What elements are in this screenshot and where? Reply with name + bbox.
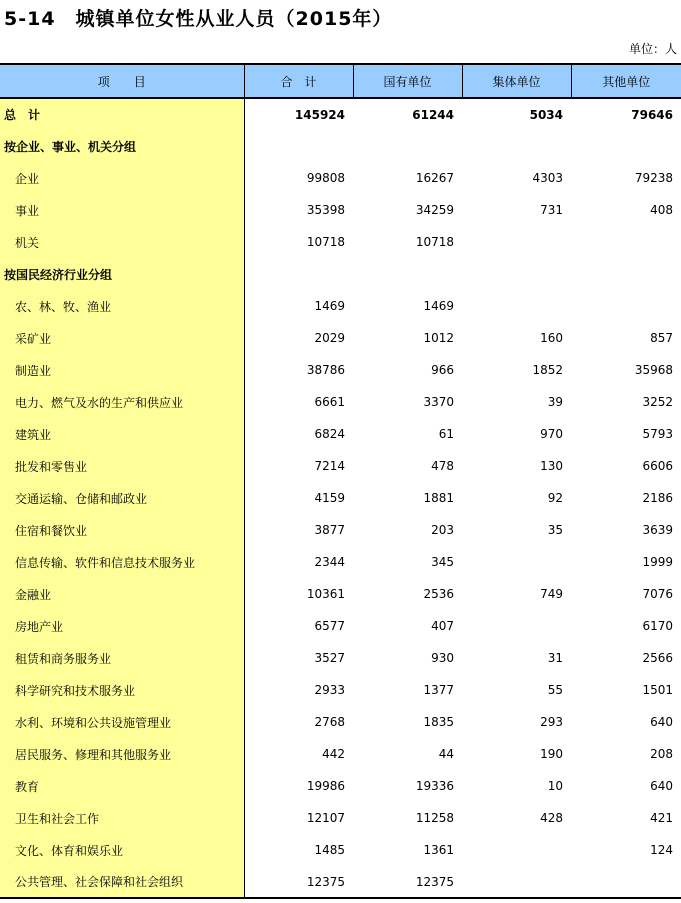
cell-total: 442 [322,747,345,761]
cell-total: 19986 [306,779,345,793]
row-label: 教育 [0,770,244,802]
row-label: 农、林、牧、渔业 [0,290,244,322]
cell-other: 3252 [642,395,673,409]
cell-collective: 970 [540,427,563,441]
cell-total: 10718 [306,235,345,249]
cell-state-owned: 44 [438,747,454,761]
cell-collective: 55 [547,683,563,697]
cell-total: 6824 [314,427,345,441]
cell-other: 640 [650,779,673,793]
row-label: 卫生和社会工作 [0,802,244,834]
row-label: 居民服务、修理和其他服务业 [0,738,244,770]
cell-other: 6170 [642,619,673,633]
row-label: 科学研究和技术服务业 [0,674,244,706]
table-row [0,130,681,162]
cell-total: 1485 [314,843,345,857]
cell-state-owned: 3370 [423,395,454,409]
cell-collective [462,610,571,642]
cell-other: 79646 [631,107,673,122]
column-header-state-owned: 国有单位 [353,64,462,98]
table-row [0,642,681,674]
table-row [0,770,681,802]
cell-total: 4159 [314,491,345,505]
table-row [0,386,681,418]
cell-other: 35968 [634,363,673,377]
row-label: 文化、体育和娱乐业 [0,834,244,866]
page-title: 5-14 城镇单位女性从业人员（2015年） [4,8,393,30]
row-label: 电力、燃气及水的生产和供应业 [0,386,244,418]
cell-other: 2186 [642,491,673,505]
table-row [0,514,681,546]
row-label: 批发和零售业 [0,450,244,482]
cell-total: 6661 [314,395,345,409]
table-row [0,322,681,354]
row-label: 按国民经济行业分组 [0,258,244,290]
cell-collective [462,866,571,898]
cell-other: 640 [650,715,673,729]
table-row [0,610,681,642]
column-header-collective: 集体单位 [462,64,571,98]
row-label: 信息传输、软件和信息技术服务业 [0,546,244,578]
table-row [0,834,681,866]
cell-state-owned: 61 [438,427,454,441]
cell-state-owned: 34259 [415,203,454,217]
cell-total: 35398 [306,203,345,217]
cell-total: 2768 [314,715,345,729]
cell-state-owned: 1377 [423,683,454,697]
cell-total [244,130,353,162]
cell-total: 7214 [314,459,345,473]
cell-collective: 293 [540,715,563,729]
table-row [0,866,681,898]
table-row [0,674,681,706]
cell-collective: 5034 [529,107,563,122]
row-label: 事业 [0,194,244,226]
cell-other: 1501 [642,683,673,697]
cell-collective: 160 [540,331,563,345]
cell-total: 6577 [314,619,345,633]
table-row [0,418,681,450]
cell-state-owned: 203 [431,523,454,537]
cell-collective: 130 [540,459,563,473]
cell-state-owned: 10718 [415,235,454,249]
table-row [0,482,681,514]
cell-other: 124 [650,843,673,857]
table-row [0,546,681,578]
cell-other: 408 [650,203,673,217]
table-row [0,354,681,386]
row-label: 机关 [0,226,244,258]
row-label: 交通运输、仓储和邮政业 [0,482,244,514]
cell-other [571,130,681,162]
table-row [0,226,681,258]
cell-total: 2933 [314,683,345,697]
cell-state-owned: 12375 [353,866,462,898]
table-row [0,162,681,194]
cell-state-owned: 407 [431,619,454,633]
cell-other: 6606 [642,459,673,473]
cell-state-owned: 478 [431,459,454,473]
cell-other: 857 [650,331,673,345]
column-header-item: 项 目 [0,64,244,98]
cell-state-owned: 1835 [423,715,454,729]
row-label: 总 计 [0,98,244,130]
cell-other: 1999 [642,555,673,569]
cell-other: 208 [650,747,673,761]
cell-collective: 35 [547,523,563,537]
cell-other [571,258,681,290]
cell-state-owned: 345 [431,555,454,569]
cell-collective: 428 [540,811,563,825]
statistics-table [0,63,681,899]
row-label: 水利、环境和公共设施管理业 [0,706,244,738]
column-header-other: 其他单位 [571,64,681,98]
cell-collective: 731 [540,203,563,217]
cell-total: 3877 [314,523,345,537]
table-row [0,738,681,770]
row-label: 制造业 [0,354,244,386]
table-row [0,194,681,226]
cell-collective: 4303 [532,171,563,185]
cell-collective [462,834,571,866]
table-row [0,450,681,482]
table-row [0,98,681,130]
cell-collective [462,226,571,258]
cell-state-owned: 16267 [415,171,454,185]
cell-state-owned: 1361 [423,843,454,857]
cell-other: 3639 [642,523,673,537]
cell-other [571,290,681,322]
cell-other: 2566 [642,651,673,665]
cell-other: 7076 [642,587,673,601]
cell-state-owned: 2536 [423,587,454,601]
row-label: 租赁和商务服务业 [0,642,244,674]
cell-collective: 190 [540,747,563,761]
cell-total: 38786 [306,363,345,377]
row-label: 采矿业 [0,322,244,354]
cell-collective [462,130,571,162]
cell-state-owned: 1881 [423,491,454,505]
row-label: 按企业、事业、机关分组 [0,130,244,162]
row-label: 住宿和餐饮业 [0,514,244,546]
cell-other: 5793 [642,427,673,441]
cell-total: 145924 [294,107,345,122]
cell-state-owned: 19336 [415,779,454,793]
cell-total: 1469 [314,299,345,313]
cell-other [571,226,681,258]
cell-state-owned [353,130,462,162]
row-label: 金融业 [0,578,244,610]
cell-other: 79238 [634,171,673,185]
cell-state-owned: 930 [431,651,454,665]
cell-collective: 749 [540,587,563,601]
cell-total: 12375 [244,866,353,898]
table-row [0,290,681,322]
cell-state-owned: 11258 [415,811,454,825]
cell-state-owned: 966 [431,363,454,377]
cell-total: 2029 [314,331,345,345]
column-header-total: 合 计 [244,64,353,98]
cell-collective [462,258,571,290]
row-label: 建筑业 [0,418,244,450]
table-header [0,64,681,98]
cell-collective: 92 [547,491,563,505]
cell-collective: 1852 [532,363,563,377]
cell-total: 10361 [306,587,345,601]
cell-total: 2344 [314,555,345,569]
cell-state-owned: 61244 [412,107,454,122]
cell-other [571,866,681,898]
cell-total: 3527 [314,651,345,665]
cell-collective: 31 [547,651,563,665]
row-label: 房地产业 [0,610,244,642]
table-row [0,802,681,834]
cell-state-owned [353,258,462,290]
cell-collective: 10 [547,779,563,793]
cell-collective [462,290,571,322]
table-body [0,98,681,898]
cell-collective: 39 [547,395,563,409]
unit-label: 单位：人 [628,42,677,56]
row-label: 公共管理、社会保障和社会组织 [0,866,244,898]
cell-total: 99808 [306,171,345,185]
cell-other: 421 [650,811,673,825]
cell-total: 12107 [306,811,345,825]
cell-state-owned: 1012 [423,331,454,345]
row-label: 企业 [0,162,244,194]
cell-total [244,258,353,290]
table-row [0,258,681,290]
table-row [0,578,681,610]
table-row [0,706,681,738]
cell-collective [462,546,571,578]
cell-state-owned: 1469 [423,299,454,313]
